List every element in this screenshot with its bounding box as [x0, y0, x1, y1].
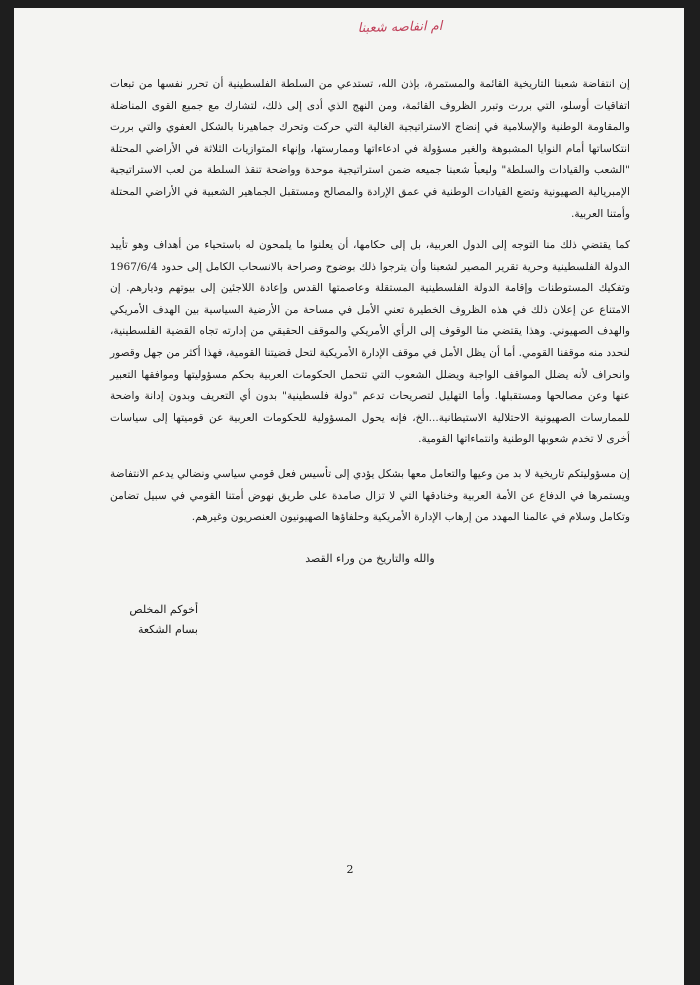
signature-name: بسام الشكعة [137, 623, 198, 636]
closing-line: والله والتاريخ من وراء القصد [305, 552, 435, 565]
page-number: 2 [346, 863, 354, 876]
signature-salutation: أخوكم المخلص [129, 603, 198, 616]
paragraph-arab-states: كما يقتضي ذلك منا التوجه إلى الدول العربية، بل إلى حكامها، أن يعلنوا ما يلمحون له باستحياء من أهداف وهو تأييد الدولة الفلسطينية وحرية تقرير المصير لشعبنا وأن يترجوا ذلك بوضوح وصراحة بالانسحاب الكامل إلى حدود 1967/6/4 وتفكيك المستوطنات وإقامة الدولة الفلسطينية المستقلة وعاصمتها القدس وإعادة اللاجئين إلى بيوتهم وديارهم. إن الامتناع عن إعلان ذلك في هذه الظروف الخطيرة تعني الأمل في مساحة من الأرضية السياسية بين الهدف الأمريكي والهدف الصهيوني. وهذا يقتضي منا الوقوف إلى الرأي الأمريكي والموقف الحقيقي من إدارته تجاه القضية الفلسطينية، لنحدد منه موقفنا القومي. أما أن يظل الأمل في موقف الإدارة الأمريكية لتحل قضيتنا القومية، فهذا أكثر من جهل وقصور وانحراف لأنه يضلل المواقف الواجبة ويضلل الشعوب التي تتحمل الحكومات العربية بحكم مسؤوليتها وموافقها التعبير عنها وعن مصالحها ومستقبلها. وأما التهليل لتصريحات تدعم "دولة فلسطينية" بدون أي التعريف وبدون إدانة واضحة للممارسات الصهيونية الاحتلالية الاستيطانية...الخ، فإنه يحول المسؤولية للحكومات العربية عن قوميتها إلى سياسات أخرى لا تخدم شعوبها الوطنية وانتماءاتها القومية. [110, 239, 630, 446]
paragraph-intifada: إن انتفاضة شعبنا التاريخية القائمة والمستمرة، بإذن الله، تستدعي من السلطة الفلسطينية أن تحرر نفسها من تبعات اتفاقيات أوسلو، التي بررت وتبرر الظروف القائمة، ومن النهج الذي أدى إلى ذلك، لتشارك مع جميع القوى المناضلة والمقاومة الوطنية والإسلامية في إنضاج الاستراتيجية الغالية التي حركت وتحرك جماهيرنا بالشكل العفوي والتي بررت انتكاساتها أمام النوايا المشبوهة والغير مسؤولة في ادعاءاتها وممارستها، وإنهاء المتوازيات الثلاثة في الأراضي المحتلة "الشعب والقيادات والسلطة" وليعبأ شعبنا جميعه ضمن استراتيجية موحدة وواضحة تنقذ السلطة من لعب الاستراتيجية الإمبريالية الصهيونية وتضع القيادات الوطنية في عمق الإرادة والمصالح ومستقبل الجماهير الشعبية في الأراضي المحتلة وأمتنا العربية. [110, 78, 630, 220]
handwritten-note: ام انفاصه شعبنا [357, 18, 443, 37]
paragraph-responsibility: إن مسؤوليتكم تاريخية لا بد من وعيها والتعامل معها بشكل يؤدي إلى تأسيس فعل قومي سياسي ونضالي يدعم الانتفاضة ويستمرها في الدفاع عن الأمة العربية وخنادقها التي لا تزال صامدة على طريق نهوض أمتنا القومي في سبيل تضامن وتكامل وسلام في عالمنا المهدد من إرهاب الإدارة الأمريكية وحلفاؤها الصهيونيون العنصريون وغيرهم. [110, 468, 630, 524]
document-page [14, 8, 684, 985]
